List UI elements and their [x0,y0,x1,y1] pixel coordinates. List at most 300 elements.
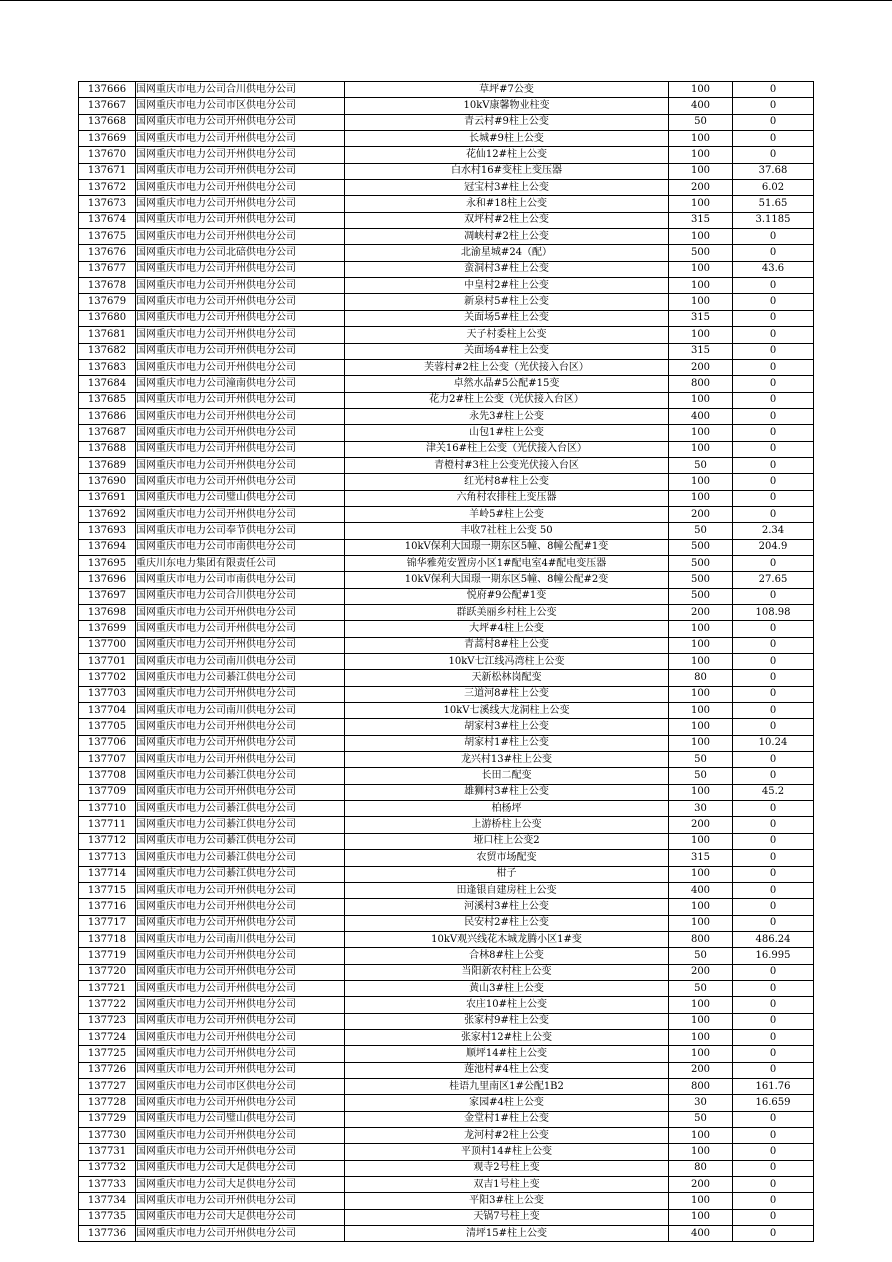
table-row [79,229,814,245]
transformer-name-cell: 中皇村2#柱上公变 [345,278,669,294]
company-cell: 国网重庆市电力公司开州供电分公司 [136,1062,345,1078]
transformer-name-cell: 锦华雅苑安置房小区1#配电室4#配电变压器 [345,555,669,571]
company-cell: 国网重庆市电力公司潼南供电分公司 [136,376,345,392]
capacity-cell: 100 [669,1029,733,1045]
record-id-cell: 137731 [79,1144,136,1160]
capacity-cell: 100 [669,261,733,277]
record-id-cell: 137701 [79,654,136,670]
value-cell: 0 [733,1193,814,1209]
page-top-border [0,0,892,1]
value-cell: 2.34 [733,523,814,539]
record-id-cell: 137689 [79,457,136,473]
table-row [79,1160,814,1176]
capacity-cell: 100 [669,229,733,245]
company-cell: 国网重庆市电力公司开州供电分公司 [136,899,345,915]
transformer-name-cell: 山包1#柱上公变 [345,425,669,441]
capacity-cell: 100 [669,719,733,735]
table-row [79,310,814,326]
company-cell: 重庆川东电力集团有限责任公司 [136,555,345,571]
table-row [79,605,814,621]
value-cell: 0 [733,359,814,375]
transformer-name-cell: 卓然水晶#5公配#15变 [345,376,669,392]
transformer-name-cell: 胡家村3#柱上公变 [345,719,669,735]
company-cell: 国网重庆市电力公司綦江供电分公司 [136,866,345,882]
company-cell: 国网重庆市电力公司开州供电分公司 [136,735,345,751]
capacity-cell: 500 [669,588,733,604]
capacity-cell: 500 [669,245,733,261]
value-cell: 0 [733,310,814,326]
table-row [79,343,814,359]
value-cell: 0 [733,817,814,833]
company-cell: 国网重庆市电力公司开州供电分公司 [136,1226,345,1242]
table-row [79,997,814,1013]
value-cell: 0 [733,1160,814,1176]
record-id-cell: 137719 [79,948,136,964]
transformer-name-cell: 合林8#柱上公变 [345,948,669,964]
transformer-name-cell: 群跃美丽乡村柱上公变 [345,605,669,621]
capacity-cell: 100 [669,490,733,506]
company-cell: 国网重庆市电力公司市区供电分公司 [136,98,345,114]
capacity-cell: 80 [669,670,733,686]
record-id-cell: 137728 [79,1095,136,1111]
record-id-cell: 137735 [79,1209,136,1225]
table-row [79,376,814,392]
table-row [79,866,814,882]
capacity-cell: 100 [669,784,733,800]
record-id-cell: 137683 [79,359,136,375]
transformer-name-cell: 凋峡村#2柱上公变 [345,229,669,245]
capacity-cell: 200 [669,964,733,980]
table-row [79,1078,814,1094]
transformer-name-cell: 北渝星城#24（配） [345,245,669,261]
company-cell: 国网重庆市电力公司市南供电分公司 [136,572,345,588]
value-cell: 0 [733,833,814,849]
table-row [79,1144,814,1160]
company-cell: 国网重庆市电力公司开州供电分公司 [136,605,345,621]
capacity-cell: 50 [669,1111,733,1127]
company-cell: 国网重庆市电力公司开州供电分公司 [136,327,345,343]
table-row [79,474,814,490]
company-cell: 国网重庆市电力公司开州供电分公司 [136,1144,345,1160]
capacity-cell: 100 [669,82,733,98]
company-cell: 国网重庆市电力公司开州供电分公司 [136,131,345,147]
record-id-cell: 137693 [79,523,136,539]
record-id-cell: 137727 [79,1078,136,1094]
company-cell: 国网重庆市电力公司开州供电分公司 [136,1029,345,1045]
capacity-cell: 100 [669,131,733,147]
transformer-name-cell: 青云村#9柱上公变 [345,114,669,130]
table-row [79,294,814,310]
record-id-cell: 137708 [79,768,136,784]
transformer-name-cell: 上游桥柱上公变 [345,817,669,833]
capacity-cell: 100 [669,196,733,212]
value-cell: 0 [733,1226,814,1242]
capacity-cell: 800 [669,1078,733,1094]
value-cell: 0 [733,392,814,408]
table-row [79,735,814,751]
transformer-name-cell: 天子村委柱上公变 [345,327,669,343]
record-id-cell: 137669 [79,131,136,147]
value-cell: 0 [733,114,814,130]
record-id-cell: 137678 [79,278,136,294]
record-id-cell: 137671 [79,163,136,179]
transformer-name-cell: 龙兴村13#柱上公变 [345,752,669,768]
transformer-name-cell: 胡家村1#柱上公变 [345,735,669,751]
company-cell: 国网重庆市电力公司奉节供电分公司 [136,523,345,539]
capacity-cell: 100 [669,1046,733,1062]
transformer-name-cell: 长城#9柱上公变 [345,131,669,147]
value-cell: 43.6 [733,261,814,277]
transformer-name-cell: 永和#18柱上公变 [345,196,669,212]
transformer-name-cell: 垭口柱上公变2 [345,833,669,849]
value-cell: 16.659 [733,1095,814,1111]
capacity-cell: 800 [669,931,733,947]
record-id-cell: 137680 [79,310,136,326]
capacity-cell: 315 [669,212,733,228]
record-id-cell: 137676 [79,245,136,261]
value-cell: 0 [733,376,814,392]
value-cell: 51.65 [733,196,814,212]
record-id-cell: 137686 [79,408,136,424]
table-row [79,180,814,196]
company-cell: 国网重庆市电力公司北碚供电分公司 [136,245,345,261]
record-id-cell: 137717 [79,915,136,931]
record-id-cell: 137700 [79,637,136,653]
company-cell: 国网重庆市电力公司开州供电分公司 [136,506,345,522]
company-cell: 国网重庆市电力公司市区供电分公司 [136,1078,345,1094]
capacity-cell: 500 [669,539,733,555]
record-id-cell: 137703 [79,686,136,702]
capacity-cell: 100 [669,278,733,294]
capacity-cell: 100 [669,833,733,849]
record-id-cell: 137696 [79,572,136,588]
company-cell: 国网重庆市电力公司开州供电分公司 [136,686,345,702]
transformer-name-cell: 三道河8#柱上公变 [345,686,669,702]
record-id-cell: 137715 [79,882,136,898]
table-row [79,833,814,849]
capacity-cell: 315 [669,343,733,359]
table-row [79,637,814,653]
value-cell: 16.995 [733,948,814,964]
value-cell: 204.9 [733,539,814,555]
value-cell: 37.68 [733,163,814,179]
transformer-name-cell: 津关16#柱上公变（光伏接入台区） [345,441,669,457]
table-row [79,899,814,915]
record-id-cell: 137684 [79,376,136,392]
transformer-name-cell: 10kV保利大国璟一期东区5幢、8幢公配#2变 [345,572,669,588]
capacity-cell: 100 [669,1193,733,1209]
record-id-cell: 137724 [79,1029,136,1045]
transformer-name-cell: 蛮洞村3#柱上公变 [345,261,669,277]
table-row [79,572,814,588]
table-row [79,817,814,833]
table-row [79,131,814,147]
company-cell: 国网重庆市电力公司开州供电分公司 [136,278,345,294]
capacity-cell: 800 [669,376,733,392]
company-cell: 国网重庆市电力公司开州供电分公司 [136,441,345,457]
company-cell: 国网重庆市电力公司开州供电分公司 [136,752,345,768]
record-id-cell: 137709 [79,784,136,800]
capacity-cell: 100 [669,474,733,490]
record-id-cell: 137682 [79,343,136,359]
company-cell: 国网重庆市电力公司开州供电分公司 [136,1013,345,1029]
company-cell: 国网重庆市电力公司大足供电分公司 [136,1160,345,1176]
record-id-cell: 137726 [79,1062,136,1078]
table-row [79,163,814,179]
company-cell: 国网重庆市电力公司开州供电分公司 [136,310,345,326]
transformer-name-cell: 10kV康馨物业柱变 [345,98,669,114]
record-id-cell: 137723 [79,1013,136,1029]
transformer-name-cell: 黄山3#柱上公变 [345,980,669,996]
value-cell: 0 [733,588,814,604]
transformer-name-cell: 双坪村#2柱上公变 [345,212,669,228]
capacity-cell: 400 [669,1226,733,1242]
record-id-cell: 137692 [79,506,136,522]
transformer-name-cell: 六角村农排柱上变压器 [345,490,669,506]
value-cell: 0 [733,980,814,996]
transformer-name-cell: 红光村8#柱上公变 [345,474,669,490]
value-cell: 0 [733,1013,814,1029]
record-id-cell: 137688 [79,441,136,457]
company-cell: 国网重庆市电力公司开州供电分公司 [136,1095,345,1111]
transformer-name-cell: 雄狮村3#柱上公变 [345,784,669,800]
transformer-name-cell: 金堂村1#柱上公变 [345,1111,669,1127]
table-body [79,82,814,1242]
transformer-name-cell: 家园#4柱上公变 [345,1095,669,1111]
record-id-cell: 137729 [79,1111,136,1127]
company-cell: 国网重庆市电力公司开州供电分公司 [136,882,345,898]
record-id-cell: 137702 [79,670,136,686]
value-cell: 0 [733,278,814,294]
company-cell: 国网重庆市电力公司南川供电分公司 [136,654,345,670]
company-cell: 国网重庆市电力公司开州供电分公司 [136,621,345,637]
capacity-cell: 30 [669,1095,733,1111]
transformer-name-cell: 龙河村#2柱上公变 [345,1128,669,1144]
company-cell: 国网重庆市电力公司开州供电分公司 [136,147,345,163]
capacity-cell: 100 [669,686,733,702]
record-id-cell: 137681 [79,327,136,343]
capacity-cell: 80 [669,1160,733,1176]
company-cell: 国网重庆市电力公司开州供电分公司 [136,343,345,359]
value-cell: 161.76 [733,1078,814,1094]
table-row [79,98,814,114]
value-cell: 486.24 [733,931,814,947]
capacity-cell: 100 [669,441,733,457]
value-cell: 0 [733,1128,814,1144]
record-id-cell: 137714 [79,866,136,882]
value-cell: 108.98 [733,605,814,621]
capacity-cell: 100 [669,327,733,343]
value-cell: 0 [733,408,814,424]
company-cell: 国网重庆市电力公司开州供电分公司 [136,425,345,441]
capacity-cell: 200 [669,817,733,833]
company-cell: 国网重庆市电力公司綦江供电分公司 [136,801,345,817]
table-row [79,1226,814,1242]
company-cell: 国网重庆市电力公司市南供电分公司 [136,539,345,555]
capacity-cell: 50 [669,523,733,539]
capacity-cell: 500 [669,555,733,571]
record-id-cell: 137699 [79,621,136,637]
table-row [79,1177,814,1193]
transformer-name-cell: 10kV保利大国璟一期东区5幢、8幢公配#1变 [345,539,669,555]
table-row [79,245,814,261]
value-cell: 0 [733,474,814,490]
value-cell: 0 [733,1029,814,1045]
company-cell: 国网重庆市电力公司开州供电分公司 [136,359,345,375]
record-id-cell: 137706 [79,735,136,751]
company-cell: 国网重庆市电力公司开州供电分公司 [136,114,345,130]
transformer-name-cell: 悦府#9公配#1变 [345,588,669,604]
transformer-name-cell: 天新松林岗配变 [345,670,669,686]
transformer-name-cell: 桂语九里南区1#公配1B2 [345,1078,669,1094]
capacity-cell: 200 [669,605,733,621]
capacity-cell: 200 [669,506,733,522]
transformer-name-cell: 顺坪14#柱上公变 [345,1046,669,1062]
table-row [79,784,814,800]
record-id-cell: 137687 [79,425,136,441]
value-cell: 10.24 [733,735,814,751]
value-cell: 0 [733,768,814,784]
record-id-cell: 137694 [79,539,136,555]
table-row [79,1095,814,1111]
record-id-cell: 137674 [79,212,136,228]
capacity-cell: 500 [669,572,733,588]
table-row [79,506,814,522]
company-cell: 国网重庆市电力公司开州供电分公司 [136,915,345,931]
value-cell: 3.1185 [733,212,814,228]
record-id-cell: 137691 [79,490,136,506]
record-id-cell: 137670 [79,147,136,163]
capacity-cell: 400 [669,882,733,898]
value-cell: 45.2 [733,784,814,800]
table-row [79,212,814,228]
company-cell: 国网重庆市电力公司开州供电分公司 [136,474,345,490]
capacity-cell: 100 [669,997,733,1013]
table-row [79,1193,814,1209]
transformer-name-cell: 丰收7社柱上公变 50 [345,523,669,539]
value-cell: 0 [733,457,814,473]
transformer-table [78,81,814,1242]
company-cell: 国网重庆市电力公司开州供电分公司 [136,457,345,473]
table-row [79,425,814,441]
table-row [79,1029,814,1045]
value-cell: 0 [733,997,814,1013]
value-cell: 0 [733,131,814,147]
value-cell: 0 [733,441,814,457]
record-id-cell: 137725 [79,1046,136,1062]
value-cell: 0 [733,1062,814,1078]
capacity-cell: 100 [669,637,733,653]
record-id-cell: 137716 [79,899,136,915]
capacity-cell: 50 [669,768,733,784]
record-id-cell: 137666 [79,82,136,98]
value-cell: 0 [733,654,814,670]
table-row [79,327,814,343]
transformer-name-cell: 柑子 [345,866,669,882]
transformer-name-cell: 青蒿村8#柱上公变 [345,637,669,653]
capacity-cell: 50 [669,948,733,964]
value-cell: 0 [733,294,814,310]
table-row [79,523,814,539]
company-cell: 国网重庆市电力公司开州供电分公司 [136,212,345,228]
capacity-cell: 200 [669,1177,733,1193]
capacity-cell: 100 [669,1209,733,1225]
value-cell: 0 [733,1046,814,1062]
record-id-cell: 137679 [79,294,136,310]
table-row [79,196,814,212]
transformer-name-cell: 长田二配变 [345,768,669,784]
transformer-name-cell: 白水村16#变柱上变压器 [345,163,669,179]
table-row [79,719,814,735]
company-cell: 国网重庆市电力公司开州供电分公司 [136,637,345,653]
record-id-cell: 137697 [79,588,136,604]
table-row [79,1209,814,1225]
company-cell: 国网重庆市电力公司南川供电分公司 [136,931,345,947]
capacity-cell: 315 [669,850,733,866]
transformer-name-cell: 新泉村5#柱上公变 [345,294,669,310]
company-cell: 国网重庆市电力公司开州供电分公司 [136,784,345,800]
transformer-name-cell: 青橙村#3柱上公变光伏接入台区 [345,457,669,473]
table-row [79,588,814,604]
value-cell: 0 [733,719,814,735]
transformer-name-cell: 10kV七江线冯湾柱上公变 [345,654,669,670]
record-id-cell: 137734 [79,1193,136,1209]
table-row [79,703,814,719]
record-id-cell: 137705 [79,719,136,735]
table-row [79,114,814,130]
capacity-cell: 50 [669,114,733,130]
record-id-cell: 137698 [79,605,136,621]
capacity-cell: 100 [669,703,733,719]
table-row [79,408,814,424]
value-cell: 0 [733,899,814,915]
transformer-name-cell: 张家村9#柱上公变 [345,1013,669,1029]
transformer-name-cell: 关面场4#柱上公变 [345,343,669,359]
value-cell: 0 [733,882,814,898]
table-row [79,850,814,866]
company-cell: 国网重庆市电力公司大足供电分公司 [136,1209,345,1225]
record-id-cell: 137667 [79,98,136,114]
capacity-cell: 100 [669,866,733,882]
capacity-cell: 400 [669,408,733,424]
transformer-name-cell: 草坪#7公变 [345,82,669,98]
value-cell: 0 [733,327,814,343]
table-row [79,1128,814,1144]
value-cell: 0 [733,1144,814,1160]
record-id-cell: 137733 [79,1177,136,1193]
capacity-cell: 100 [669,163,733,179]
company-cell: 国网重庆市电力公司开州供电分公司 [136,261,345,277]
transformer-name-cell: 大坪#4柱上公变 [345,621,669,637]
transformer-name-cell: 羊岭5#柱上公变 [345,506,669,522]
value-cell: 0 [733,686,814,702]
record-id-cell: 137720 [79,964,136,980]
company-cell: 国网重庆市电力公司合川供电分公司 [136,82,345,98]
value-cell: 0 [733,98,814,114]
transformer-name-cell: 10kV七溪线大龙洞柱上公变 [345,703,669,719]
record-id-cell: 137730 [79,1128,136,1144]
transformer-name-cell: 天锅7号柱上变 [345,1209,669,1225]
value-cell: 0 [733,915,814,931]
value-cell: 0 [733,229,814,245]
table-row [79,915,814,931]
record-id-cell: 137695 [79,555,136,571]
company-cell: 国网重庆市电力公司开州供电分公司 [136,964,345,980]
table-row [79,1046,814,1062]
transformer-name-cell: 冠宝村3#柱上公变 [345,180,669,196]
transformer-name-cell: 张家村12#柱上公变 [345,1029,669,1045]
capacity-cell: 100 [669,899,733,915]
